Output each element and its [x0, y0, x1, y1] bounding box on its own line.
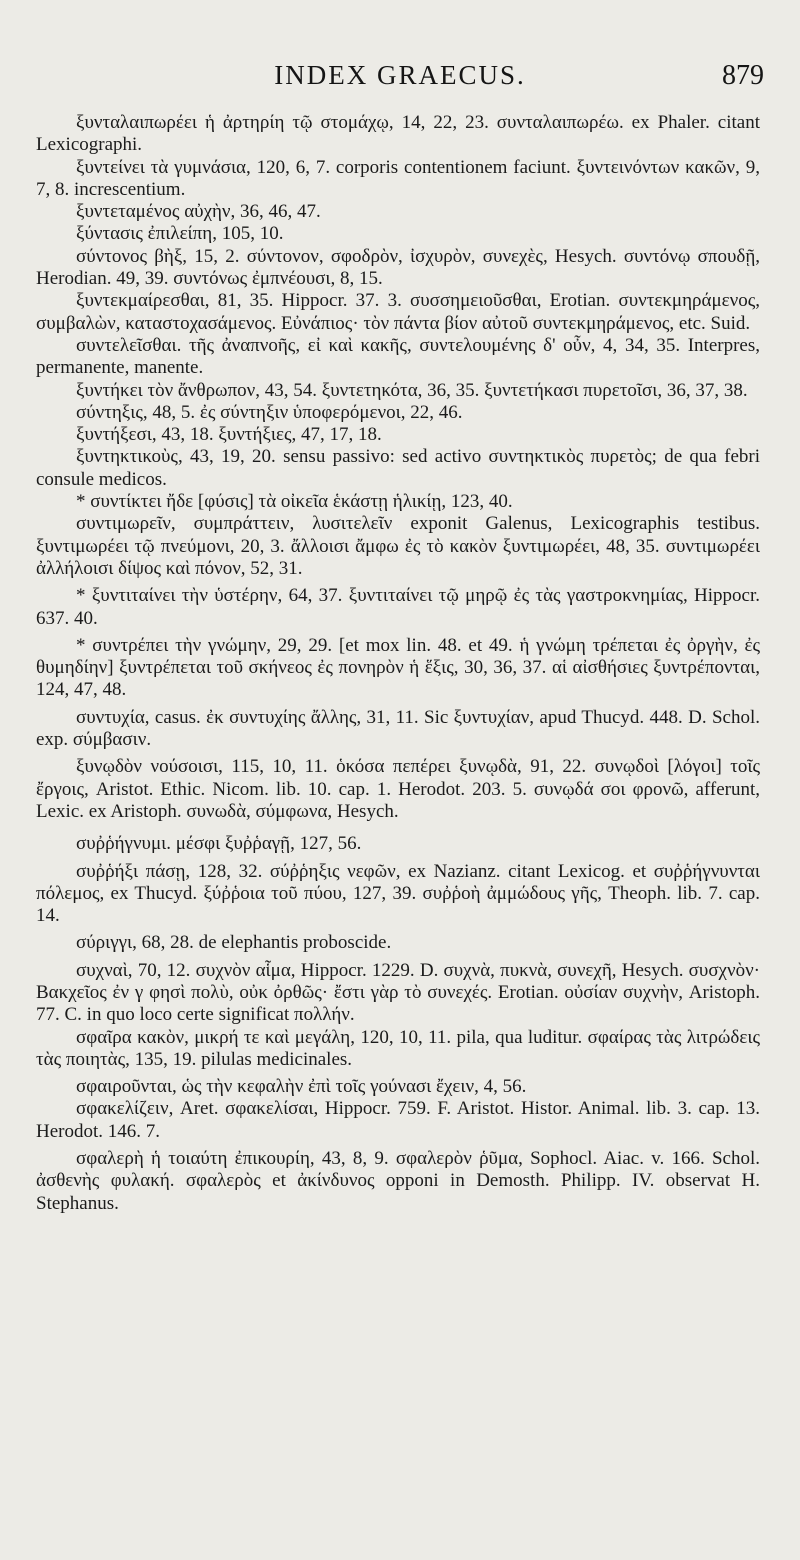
index-entry: ξυντεκμαίρεσθαι, 81, 35. Hippocr. 37. 3. συσσημειοῦσθαι, Erotian. συντεκμηράμενος, συμβαλὼν, καταστοχασάμενος. Εὐνάπιος· τὸν πάντα βίον αὐτοῦ συντεκμηράμενος, etc. Suid. — [36, 290, 760, 334]
running-title: INDEX GRAECUS. — [274, 60, 526, 90]
index-entry: σφαλερὴ ἡ τοιαύτη ἐπικουρίη, 43, 8, 9. σφαλερὸν ῥῦμα, Sophocl. Aiac. v. 166. Schol. ἀσθενὴς φυλακή. σφαλερὸς et ἀκίνδυνος opponi in Demosth. Philipp. IV. observat H. Stephanus. — [36, 1148, 760, 1214]
index-entry: σύριγγι, 68, 28. de elephantis proboscide. — [76, 932, 392, 954]
index-entry: ξύντασις ἐπιλείπη, 105, 10. — [76, 223, 284, 245]
index-entry: ξυντεταμένος αὐχὴν, 36, 46, 47. — [76, 201, 321, 223]
page-header — [0, 60, 800, 100]
index-entry: ξυντήξεσι, 43, 18. ξυντήξιες, 47, 17, 18. — [76, 424, 382, 446]
index-entry: συντυχία, casus. ἐκ συντυχίης ἄλλης, 31, 11. Sic ξυντυχίαν, apud Thucyd. 448. D. Schol. exp. σύμβασιν. — [36, 706, 760, 751]
index-entry: σφαιροῦνται, ὡς τὴν κεφαλὴν ἐπὶ τοῖς γούνασι ἔχειν, 4, 56. — [76, 1076, 527, 1098]
index-entry: * συντρέπει τὴν γνώμην, 29, 29. [et mox lin. 48. et 49. ἡ γνώμη τρέπεται ἐς ὀργὴν, ἐς θυμηδίην] ξυντρέπεται τοῦ σκήνεος ἐς πονηρὸν ἡ ἕξις, 30, 36, 37. αἱ αἰσθήσιες ξυντρέπονται, 124, 47, 48. — [36, 634, 760, 701]
index-entry: συῤῥήγνυμι. μέσφι ξυῤῥαγῇ, 127, 56. — [76, 833, 362, 855]
index-entry: συχναὶ, 70, 12. συχνὸν αἷμα, Hippocr. 1229. D. συχνὰ, πυκνὰ, συνεχῆ, Hesych. συσχνὸν· Βακχεῖος ἐν γ φησὶ πολὺ, οὐκ ὀρθῶς· ἔστι γὰρ τὸ συνεχές. Erotian. οὐσίαν συχνὴν, Aristoph. 77. C. in quo loco certe significat πολλήν. — [36, 959, 760, 1026]
index-entry: σύντηξις, 48, 5. ἐς σύντηξιν ὑποφερόμενοι, 22, 46. — [76, 401, 463, 423]
index-entry: ξυντηκτικοὺς, 43, 19, 20. sensu passivo: sed activo συντηκτικὸς πυρετὸς; de qua febri consule medicos. — [36, 446, 760, 490]
index-entry: * ξυντιταίνει τὴν ὑστέρην, 64, 37. ξυντιταίνει τῷ μηρῷ ἐς τὰς γαστροκνημίας, Hippocr. 637. 40. — [36, 585, 760, 629]
page-number: 879 — [722, 60, 764, 91]
index-entry: σφαῖρα κακὸν, μικρή τε καὶ μεγάλη, 120, 10, 11. pila, qua luditur. σφαίρας τὰς λιτρώδεις τὰς ποιητὰς, 135, 19. pilulas medicinales. — [36, 1026, 760, 1070]
index-entry: * συντίκτει ἤδε [φύσις] τὰ οἰκεῖα ἑκάστῃ ἡλικίῃ, 123, 40. — [76, 491, 513, 513]
index-entry: ξυνταλαιπωρέει ἡ ἀρτηρίη τῷ στομάχῳ, 14, 22, 23. συνταλαιπωρέω. ex Phaler. citant Lexicographi. — [36, 112, 760, 156]
index-entry: σύντονος βὴξ, 15, 2. σύντονον, σφοδρὸν, ἰσχυρὸν, συνεχὲς, Hesych. συντόνῳ σπουδῇ, Herodian. 49, 39. συντόνως ἐμπνέουσι, 8, 15. — [36, 245, 760, 290]
index-entry: συῤῥήξι πάσῃ, 128, 32. σύῤῥηξις νεφῶν, ex Nazianz. citant Lexicog. et συῤῥήγνυνται πόλεμος, ex Thucyd. ξύῤῥοια τοῦ πύου, 127, 39. συῤῥοὴ ἀμμώδους γῆς, Theoph. lib. 7. cap. 14. — [36, 860, 760, 927]
index-entry: ξυντήκει τὸν ἄνθρωπον, 43, 54. ξυντετηκότα, 36, 35. ξυντετήκασι πυρετοῖσι, 36, 37, 38. — [76, 379, 748, 401]
index-entry: ξυνῳδὸν νούσοισι, 115, 10, 11. ὁκόσα πεπέρει ξυνῳδὰ, 91, 22. συνῳδοὶ [λόγοι] τοῖς ἔργοις, Aristot. Ethic. Nicom. lib. 10. cap. 1. Herodot. 203. 5. συνῳδά σοι φρονῶ, afferunt, Lexic. ex Aristoph. συνωδὰ, σύμφωνα, Hesych. — [36, 756, 760, 822]
index-body — [36, 112, 760, 1215]
index-entry: σφακελίζειν, Aret. σφακελίσαι, Hippocr. 759. F. Aristot. Histor. Animal. lib. 3. cap. 13. Herodot. 146. 7. — [36, 1098, 760, 1142]
index-entry: ξυντείνει τὰ γυμνάσια, 120, 6, 7. corporis contentionem faciunt. ξυντεινόντων κακῶν, 9, 7, 8. increscentium. — [36, 156, 760, 200]
index-entry: συντιμωρεῖν, συμπράττειν, λυσιτελεῖν exponit Galenus, Lexicographis testibus. ξυντιμωρέει τῷ πνεύμονι, 20, 3. ἄλλοισι ἄμφω ἐς τὸ κακὸν ξυντιμωρέει, 48, 35. συντιμωρέει ἀλλήλοισι δίψος καὶ πόνον, 52, 31. — [36, 513, 760, 579]
index-entry: συντελεῖσθαι. τῆς ἀναπνοῆς, εἰ καὶ κακῆς, συντελουμένης δ' οὖν, 4, 34, 35. Interpres, permanente, manente. — [36, 334, 760, 379]
